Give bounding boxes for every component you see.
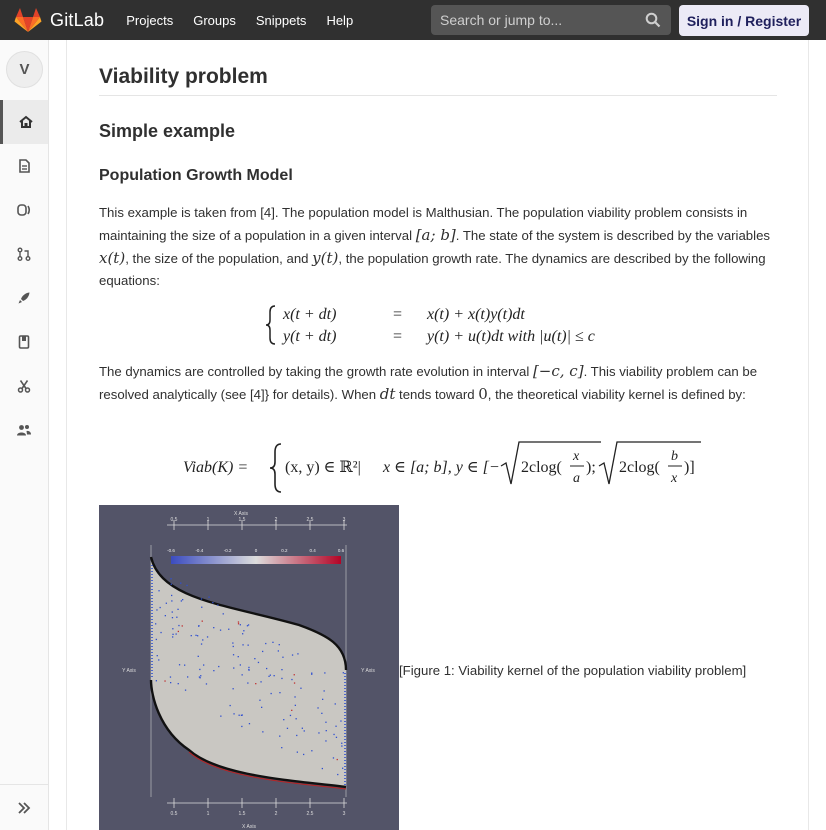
top-axis-tick-label: 2: [274, 517, 278, 523]
math-y-of-t: y(t): [312, 249, 339, 267]
scatter-point: [156, 609, 157, 610]
para1-text-2: . The state of the system is described by the variables: [455, 228, 770, 243]
nav-help[interactable]: Help: [326, 12, 354, 28]
scatter-point: [297, 653, 298, 654]
scatter-point: [324, 690, 325, 691]
eq2-open-brace: [270, 444, 281, 492]
scissors-icon: [16, 378, 32, 394]
scatter-point: [158, 590, 159, 591]
scatter-point: [178, 631, 179, 632]
scatter-point: [182, 625, 183, 626]
scatter-point: [171, 595, 172, 596]
scatter-point: [185, 690, 186, 691]
scatter-point: [242, 714, 243, 715]
scatter-point: [180, 583, 181, 584]
scatter-point: [247, 682, 248, 683]
document-icon: [16, 158, 32, 174]
scatter-point: [296, 718, 297, 719]
scatter-point: [191, 635, 192, 636]
scatter-point: [255, 683, 256, 684]
scatter-point: [200, 675, 201, 676]
scatter-point: [311, 750, 312, 751]
eq2-frac1-num: x: [573, 449, 580, 464]
sidebar-item-members[interactable]: [0, 408, 48, 452]
scatter-point: [281, 678, 282, 679]
para1-text-1: This example is taken from [4]. The population model is Malthusian. The population viability problem consists in maintaining the size of a population in a given interval: [99, 205, 748, 243]
scatter-point: [212, 602, 213, 603]
scatter-point: [272, 642, 273, 643]
scatter-point: [197, 635, 198, 636]
scatter-point: [238, 621, 239, 622]
eq1-row1-lhs: x(t + dt): [283, 306, 337, 323]
figure-caption: [Figure 1: Viability kernel of the population viability problem]: [399, 663, 747, 678]
scatter-point: [156, 639, 157, 640]
scatter-point: [206, 683, 207, 684]
scatter-point: [220, 630, 221, 631]
section-heading: Simple example: [99, 121, 236, 141]
search-placeholder: Search or jump to...: [440, 12, 563, 28]
scatter-point: [233, 667, 234, 668]
top-axis-tick-label: 3: [342, 517, 346, 523]
scatter-point: [265, 643, 266, 644]
scatter-point: [322, 768, 323, 769]
scatter-point: [270, 675, 271, 676]
scatter-point: [333, 757, 334, 758]
math-interval-ab: [a; b]: [415, 226, 456, 244]
scatter-point: [201, 643, 202, 644]
scatter-point: [198, 656, 199, 657]
scatter-point: [248, 645, 249, 646]
nav-groups[interactable]: Groups: [193, 12, 236, 28]
scatter-point: [322, 699, 323, 700]
scatter-point: [249, 723, 250, 724]
scatter-point: [157, 655, 158, 656]
scatter-point: [333, 734, 334, 735]
para1-text-4: , the population growth rate. The dynamics are described by the following equations:: [99, 251, 766, 288]
para2-text-3: tends toward: [395, 387, 479, 402]
colorbar-tick-label: -0.6: [167, 548, 175, 553]
scatter-point: [170, 676, 171, 677]
bottom-axis-tick-label: 2: [274, 811, 278, 817]
scatter-point: [233, 654, 234, 655]
scatter-point: [176, 633, 177, 634]
collapse-sidebar-button[interactable]: [0, 784, 48, 830]
scatter-point: [279, 692, 280, 693]
scatter-point: [243, 630, 244, 631]
scatter-point: [283, 719, 284, 720]
viability-kernel-figure: [99, 505, 399, 830]
scatter-point: [324, 672, 325, 673]
rocket-icon: [16, 290, 32, 306]
x-axis-label-top: X Axis: [234, 511, 248, 517]
scatter-point: [335, 726, 336, 727]
scatter-point: [160, 632, 161, 633]
eq2-set: (x, y) ∈ ℝ²|: [285, 459, 361, 476]
scatter-point: [278, 650, 279, 651]
scatter-point: [271, 693, 272, 694]
scatter-point: [171, 600, 172, 601]
scatter-point: [172, 636, 173, 637]
scatter-point: [232, 642, 233, 643]
scatter-point: [213, 627, 214, 628]
scatter-point: [242, 633, 243, 634]
y-axis-label-right: Y Axis: [361, 668, 375, 674]
scatter-point: [165, 615, 166, 616]
scatter-point: [343, 672, 344, 673]
scatter-point: [177, 609, 178, 610]
project-sidebar: [0, 40, 49, 830]
scatter-point: [274, 675, 275, 676]
scatter-point: [172, 634, 173, 635]
sidebar-item-snippets[interactable]: [0, 364, 48, 408]
brand-name: GitLab: [50, 9, 105, 30]
scatter-point: [199, 669, 200, 670]
scatter-point: [279, 644, 280, 645]
bottom-axis-tick-label: 0.5: [170, 811, 178, 817]
scatter-point: [155, 623, 156, 624]
top-navbar: [0, 0, 826, 40]
scatter-point: [178, 683, 179, 684]
eq1-row2-lhs: y(t + dt): [283, 328, 337, 345]
scatter-point: [337, 774, 338, 775]
top-axis-tick-label: 0.5: [170, 517, 178, 523]
paragraph-intro: [99, 202, 777, 292]
colorbar-tick-label: 0.6: [337, 548, 345, 553]
scatter-point: [336, 737, 337, 738]
scatter-point: [170, 578, 171, 579]
scatter-point: [199, 676, 200, 677]
home-icon: [18, 114, 34, 130]
eq1-row2-rhs: y(t) + u(t)dt with |u(t)| ≤ c: [427, 328, 595, 345]
y-axis-label-left: Y Axis: [122, 668, 136, 674]
scatter-point: [341, 743, 342, 744]
scatter-point: [294, 682, 295, 683]
scatter-point: [326, 730, 327, 731]
search-input[interactable]: [431, 5, 671, 35]
scatter-point: [176, 617, 177, 618]
colorbar-tick-label: 0.4: [309, 548, 316, 553]
scatter-point: [261, 707, 262, 708]
nav-projects[interactable]: Projects: [126, 12, 174, 28]
scatter-point: [287, 728, 288, 729]
sidebar-item-ci-cd[interactable]: [0, 276, 48, 320]
scatter-point: [223, 613, 224, 614]
scatter-point: [247, 625, 248, 626]
scatter-point: [238, 623, 239, 624]
scatter-point: [201, 607, 202, 608]
scatter-point: [297, 752, 298, 753]
scatter-point: [202, 621, 203, 622]
subsection-heading: Population Growth Model: [99, 167, 293, 184]
scatter-point: [281, 747, 282, 748]
page-title: Viability problem: [99, 65, 268, 88]
nav-snippets[interactable]: Snippets: [255, 12, 307, 28]
sidebar-item-project-overview[interactable]: [0, 100, 48, 144]
colorbar: [171, 556, 341, 564]
scatter-point: [202, 639, 203, 640]
eq1-row1-rhs: x(t) + x(t)y(t)dt: [427, 306, 525, 323]
scatter-point: [254, 658, 255, 659]
scatter-point: [160, 607, 161, 608]
left-brace: [266, 306, 275, 344]
scatter-point: [294, 696, 295, 697]
scatter-point: [294, 674, 295, 675]
scatter-point: [281, 669, 282, 670]
eq2-end: )]: [684, 459, 695, 476]
scatter-point: [342, 768, 343, 769]
top-axis-tick-label: 1: [206, 517, 210, 523]
paragraph-dynamics: [99, 360, 777, 406]
gitlab-brand[interactable]: [14, 0, 104, 40]
scatter-point: [184, 665, 185, 666]
scatter-point: [220, 716, 221, 717]
colorbar-tick-label: 0.2: [281, 548, 288, 553]
merge-request-icon: [16, 246, 32, 262]
scatter-point: [233, 713, 234, 714]
math-interval-c: [−c, c]: [532, 362, 584, 380]
scatter-point: [266, 668, 267, 669]
issues-icon: [16, 202, 32, 218]
scatter-point: [242, 674, 243, 675]
bottom-axis-tick-label: 2.5: [306, 811, 314, 817]
sidebar-item-issues[interactable]: [0, 188, 48, 232]
scatter-point: [268, 676, 269, 677]
scatter-point: [170, 682, 171, 683]
scatter-point: [279, 736, 280, 737]
eq1-row1-eq: =: [393, 306, 403, 323]
math-zero: 0: [478, 385, 488, 403]
book-icon: [16, 334, 32, 350]
math-dt: dt: [379, 385, 396, 403]
scatter-point: [187, 676, 188, 677]
eq2-sqrt1: 2clog(: [521, 459, 562, 476]
scatter-point: [248, 670, 249, 671]
scatter-point: [242, 644, 243, 645]
scatter-point: [300, 688, 301, 689]
nav-links: [126, 13, 373, 28]
para1-text-3: , the size of the population, and: [125, 251, 313, 266]
scatter-point: [182, 599, 183, 600]
scatter-point: [302, 728, 303, 729]
scatter-point: [341, 745, 342, 746]
scatter-point: [239, 715, 240, 716]
para2-text-1: The dynamics are controlled by taking the growth rate evolution in interval: [99, 364, 533, 379]
scatter-point: [337, 759, 338, 760]
eq2-lhs: Viab(K) =: [183, 459, 249, 476]
para2-text-4: , the theoretical viability kernel is defined by:: [487, 387, 746, 402]
eq2-cond: x ∈ [a; b], y ∈ [−: [383, 459, 500, 476]
eq2-frac1-den: a: [573, 471, 580, 486]
scatter-point: [260, 681, 261, 682]
scatter-point: [233, 688, 234, 689]
scatter-point: [240, 664, 241, 665]
scatter-point: [166, 603, 167, 604]
eq2-mid: );: [586, 459, 596, 476]
scatter-point: [304, 730, 305, 731]
scatter-point: [325, 722, 326, 723]
scatter-point: [325, 740, 326, 741]
dynamics-equations: [265, 302, 625, 348]
scatter-point: [179, 664, 180, 665]
scatter-point: [340, 720, 341, 721]
scatter-point: [158, 659, 159, 660]
title-divider: [99, 95, 777, 96]
scatter-point: [318, 732, 319, 733]
gitlab-logo-icon: [14, 7, 42, 33]
scatter-point: [195, 635, 196, 636]
scatter-point: [258, 662, 259, 663]
x-axis-label-bottom: X Axis: [242, 824, 256, 830]
scatter-point: [207, 636, 208, 637]
colorbar-tick-label: 0: [254, 548, 258, 553]
scatter-point: [292, 654, 293, 655]
colorbar-tick-label: -0.2: [223, 548, 232, 553]
scatter-point: [213, 670, 214, 671]
scatter-point: [296, 735, 297, 736]
top-axis-tick-label: 1.5: [238, 517, 246, 523]
eq1-row2-eq: =: [393, 328, 403, 345]
double-chevron-right-icon: [16, 800, 32, 816]
scatter-point: [241, 726, 242, 727]
scatter-point: [311, 674, 312, 675]
scatter-point: [171, 584, 172, 585]
viability-kernel-equation: [181, 438, 701, 498]
scatter-point: [233, 646, 234, 647]
scatter-point: [321, 713, 322, 714]
scatter-point: [295, 705, 296, 706]
sidebar-item-repository[interactable]: [0, 144, 48, 188]
math-x-of-t: x(t): [99, 249, 126, 267]
sidebar-item-merge-requests[interactable]: [0, 232, 48, 276]
scatter-point: [156, 680, 157, 681]
scatter-point: [172, 617, 173, 618]
scatter-point: [164, 680, 165, 681]
scatter-point: [303, 754, 304, 755]
para2-text-2: . This viability problem can be resolved analytically (see [4]} for details). When: [99, 364, 758, 402]
bottom-axis-tick-label: 1.5: [238, 811, 246, 817]
scatter-point: [203, 664, 204, 665]
search-icon: [645, 12, 661, 28]
project-avatar[interactable]: V: [6, 51, 43, 88]
scatter-point: [208, 597, 209, 598]
sign-in-register-button[interactable]: Sign in / Register: [679, 5, 809, 36]
sidebar-item-wiki[interactable]: [0, 320, 48, 364]
scatter-point: [201, 598, 202, 599]
scatter-point: [172, 628, 173, 629]
scatter-point: [218, 666, 219, 667]
eq2-sqrt2: 2clog(: [619, 459, 660, 476]
users-icon: [16, 422, 32, 438]
scatter-point: [228, 629, 229, 630]
top-axis-tick-label: 2.5: [306, 517, 314, 523]
scatter-point: [291, 710, 292, 711]
scatter-point: [230, 705, 231, 706]
scatter-point: [291, 679, 292, 680]
eq2-frac2-num: b: [671, 449, 678, 464]
bottom-axis-tick-label: 3: [342, 811, 346, 817]
scatter-point: [248, 667, 249, 668]
scatter-point: [290, 715, 291, 716]
scatter-point: [178, 625, 179, 626]
scatter-point: [217, 605, 218, 606]
scatter-point: [172, 611, 173, 612]
scatter-point: [262, 651, 263, 652]
scatter-point: [198, 626, 199, 627]
scatter-point: [282, 657, 283, 658]
scatter-point: [335, 703, 336, 704]
scatter-point: [186, 585, 187, 586]
bottom-axis-tick-label: 1: [206, 811, 210, 817]
scatter-point: [317, 707, 318, 708]
scatter-point: [259, 700, 260, 701]
eq2-frac2-den: x: [671, 471, 678, 486]
scatter-point: [238, 656, 239, 657]
colorbar-tick-label: -0.4: [195, 548, 204, 553]
scatter-point: [240, 624, 241, 625]
scatter-point: [262, 731, 263, 732]
scatter-point: [181, 600, 182, 601]
